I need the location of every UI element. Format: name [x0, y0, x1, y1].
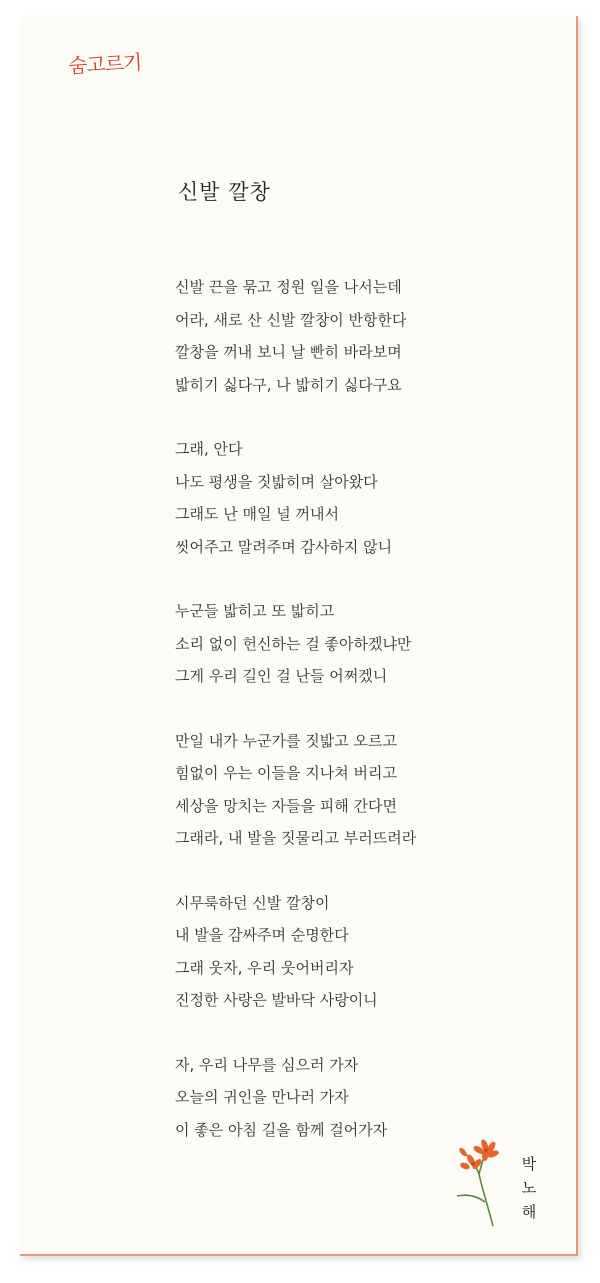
poem-line: 그래라, 내 발을 짓물리고 부러뜨려라	[175, 829, 417, 847]
poem-line: 그래, 안다	[175, 440, 243, 458]
poem-line: 그래도 난 매일 널 꺼내서	[175, 505, 339, 523]
poem-title: 신발 깔창	[178, 180, 271, 204]
poem-line: 그래 웃자, 우리 웃어버리자	[175, 958, 354, 977]
poem-line: 밟히기 싫다구, 나 밟히기 싫다구요	[175, 375, 402, 394]
stanza	[175, 271, 575, 401]
signature-char: 노	[521, 1179, 537, 1197]
poem-line: 힘없이 우는 이들을 지나쳐 버리고	[175, 764, 397, 782]
signature-char: 박	[521, 1155, 537, 1173]
poem-line: 세상을 망치는 자들을 피해 간다면	[175, 796, 397, 815]
poem-line: 씻어주고 말려주며 감사하지 않니	[175, 537, 393, 556]
stanza	[175, 433, 575, 563]
signature-char: 해	[521, 1203, 537, 1221]
poem-line: 신발 끈을 묶고 정원 일을 나서는데	[175, 278, 402, 296]
poem-line: 내 발을 감싸주며 순명한다	[175, 926, 349, 944]
poem-card	[20, 16, 578, 1256]
stanza	[175, 725, 575, 855]
stanza	[175, 1049, 575, 1147]
poem-body	[175, 271, 575, 1178]
orange-lily-flower-icon	[449, 1130, 505, 1228]
poem-line: 소리 없이 헌신하는 걸 좋아하겠냐만	[175, 634, 412, 653]
poem-line: 만일 내가 누군가를 짓밟고 오르고	[175, 731, 397, 750]
poem-line: 오늘의 귀인을 만나러 가자	[175, 1088, 349, 1106]
poem-line: 시무룩하던 신발 깔창이	[175, 893, 330, 912]
poem-line: 누군들 밟히고 또 밟히고	[175, 602, 335, 620]
stanza	[175, 887, 575, 1017]
poem-line: 나도 평생을 짓밟히며 살아왔다	[175, 472, 378, 491]
poem-line: 어라, 새로 산 신발 깔창이 반항한다	[175, 310, 407, 329]
poem-line: 자, 우리 나무를 심으러 가자	[175, 1055, 359, 1074]
author-signature	[520, 1152, 538, 1224]
poem-line: 이 좋은 아침 길을 함께 걸어가자	[175, 1120, 388, 1139]
poem-line: 진정한 사랑은 발바닥 사랑이니	[175, 991, 378, 1009]
stanza	[175, 595, 575, 693]
poem-line: 깔창을 꺼내 보니 날 빤히 바라보며	[175, 343, 402, 361]
brand-logo[interactable]: 숨고르기	[67, 50, 142, 78]
poem-line: 그게 우리 길인 걸 난들 어쩌겠니	[175, 667, 388, 685]
